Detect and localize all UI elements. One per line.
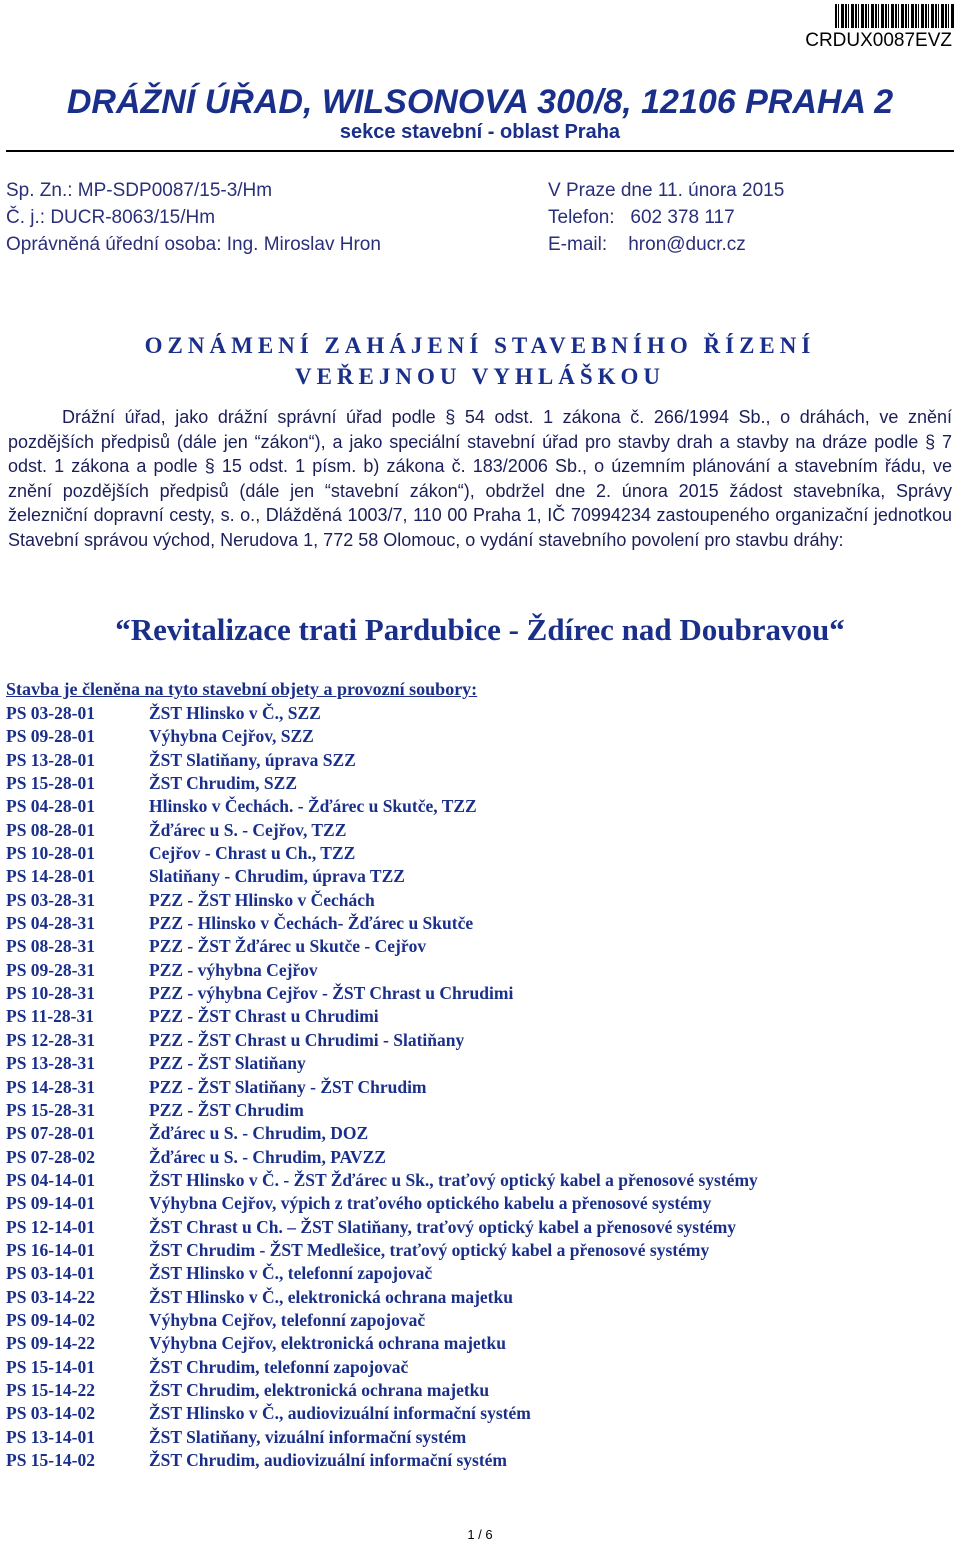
object-code: PS 09-28-01 [6, 726, 95, 747]
document-code: CRDUX0087EVZ [805, 30, 952, 51]
object-code: PS 07-28-02 [6, 1146, 95, 1167]
object-code: PS 13-28-31 [6, 1053, 95, 1074]
office-title: DRÁŽNÍ ÚŘAD, WILSONOVA 300/8, 12106 PRAHA 2 [66, 83, 894, 121]
object-name: PZZ - ŽST Chrast u Chrudimi - Slatiňany [149, 1029, 465, 1050]
reference-number: Sp. Zn.: MP-SDP0087/15-3/Hm [6, 180, 273, 201]
object-row [6, 1450, 758, 1473]
object-code: PS 03-14-01 [6, 1263, 95, 1284]
responsible-officer: Oprávněná úřední osoba: Ing. Miroslav Hron [6, 234, 381, 255]
object-row [6, 1263, 758, 1286]
object-row [6, 1193, 758, 1216]
object-row [6, 1380, 758, 1403]
object-code: PS 15-14-01 [6, 1356, 95, 1377]
object-name: ŽST Hlinsko v Č. - ŽST Žďárec u Sk., traťový optický kabel a přenosové systémy [149, 1169, 758, 1190]
case-number: Č. j.: DUCR-8063/15/Hm [6, 207, 216, 228]
object-name: PZZ - ŽST Chrudim [149, 1099, 304, 1120]
object-code: PS 12-28-31 [6, 1029, 95, 1050]
object-name: Výhybna Cejřov, elektronická ochrana majetku [149, 1333, 506, 1354]
object-code: PS 10-28-31 [6, 983, 95, 1004]
object-name: ŽST Hlinsko v Č., audiovizuální informační systém [149, 1403, 531, 1424]
object-name: ŽST Chrudim - ŽST Medlešice, traťový optický kabel a přenosové systémy [149, 1239, 710, 1260]
object-name: PZZ - výhybna Cejřov - ŽST Chrast u Chrudimi [149, 983, 514, 1004]
object-code: PS 04-28-01 [6, 796, 95, 817]
object-name: ŽST Slatiňany, vizuální informační systém [149, 1426, 467, 1447]
object-code: PS 14-28-31 [6, 1076, 95, 1097]
body-paragraph: Drážní úřad, jako drážní správní úřad podle § 54 odst. 1 zákona č. 266/1994 Sb., o dráhách, ve znění pozdějších předpisů (dále jen “zákon“), a jako speciální stavební úřad pro stavby drah a stavby na dráze podle § 7 odst. 1 zákona a podle § 15 odst. 1 písm. b) zákona č. 183/2006 Sb., o územním plánování a stavebním řádu, ve znění pozdějších předpisů (dále jen “stavební zákon“), obdržel dne 2. února 2015 žádost stavebníka, Správy železniční dopravní cesty, s. o., Dlážděná 1003/7, 110 00 Praha 1, IČ 70994234 zastoupeného organizační jednotkou Stavební správou východ, Nerudova 1, 772 58 Olomouc, o vydání stavebního povolení pro stavbu dráhy: [8, 407, 952, 550]
object-row [6, 1333, 758, 1356]
object-code: PS 04-14-01 [6, 1169, 95, 1190]
notice-heading-line-2: VEŘEJNOU VYHLÁŠKOU [294, 364, 666, 389]
object-row [6, 936, 758, 959]
object-code: PS 12-14-01 [6, 1216, 95, 1237]
object-code: PS 09-14-22 [6, 1333, 95, 1354]
object-code: PS 04-28-31 [6, 913, 95, 934]
object-row [6, 1053, 758, 1076]
object-row [6, 820, 758, 843]
object-row [6, 703, 758, 726]
object-row [6, 913, 758, 936]
object-name: PZZ - ŽST Chrast u Chrudimi [149, 1006, 379, 1027]
object-code: PS 03-14-02 [6, 1403, 95, 1424]
email: E-mail: hron@ducr.cz [548, 234, 746, 255]
object-row [6, 890, 758, 913]
object-code: PS 03-28-31 [6, 889, 95, 910]
object-name: ŽST Chrudim, SZZ [149, 773, 298, 794]
notice-heading-line-1: OZNÁMENÍ ZAHÁJENÍ STAVEBNÍHO ŘÍZENÍ [144, 333, 816, 358]
object-name: Žďárec u S. - Chrudim, PAVZZ [149, 1146, 386, 1167]
object-row [6, 1123, 758, 1146]
object-name: PZZ - ŽST Slatiňany [149, 1053, 306, 1074]
object-code: PS 11-28-31 [6, 1006, 94, 1027]
object-name: Žďárec u S. - Cejřov, TZZ [149, 819, 347, 840]
object-code: PS 03-14-22 [6, 1286, 95, 1307]
object-code: PS 10-28-01 [6, 843, 95, 864]
object-code: PS 15-14-22 [6, 1379, 95, 1400]
office-section: sekce stavební - oblast Praha [339, 121, 621, 143]
object-name: ŽST Hlinsko v Č., elektronická ochrana majetku [149, 1286, 513, 1307]
object-code: PS 13-28-01 [6, 749, 95, 770]
object-code: PS 14-28-01 [6, 866, 95, 887]
object-row [6, 1217, 758, 1240]
object-code: PS 16-14-01 [6, 1239, 95, 1260]
object-code: PS 08-28-01 [6, 819, 95, 840]
object-row [6, 1240, 758, 1263]
object-code: PS 15-28-31 [6, 1099, 95, 1120]
object-name: ŽST Slatiňany, úprava SZZ [149, 749, 356, 770]
object-row [6, 1030, 758, 1053]
object-row [6, 726, 758, 749]
object-code: PS 09-14-01 [6, 1193, 95, 1214]
object-name: ŽST Hlinsko v Č., SZZ [149, 703, 321, 723]
object-name: PZZ - výhybna Cejřov [149, 959, 318, 980]
object-name: Cejřov - Chrast u Ch., TZZ [149, 843, 356, 864]
object-name: Žďárec u S. - Chrudim, DOZ [149, 1123, 369, 1144]
object-name: ŽST Chrudim, elektronická ochrana majetku [149, 1379, 490, 1400]
object-row [6, 796, 758, 819]
object-row [6, 1006, 758, 1029]
object-code: PS 15-28-01 [6, 773, 95, 794]
object-row [6, 960, 758, 983]
object-row [6, 983, 758, 1006]
object-name: PZZ - Hlinsko v Čechách- Žďárec u Skutče [149, 913, 474, 934]
object-code: PS 08-28-31 [6, 936, 95, 957]
object-name: PZZ - ŽST Žďárec u Skutče - Cejřov [149, 936, 427, 957]
object-row [6, 750, 758, 773]
object-name: Výhybna Cejřov, SZZ [149, 726, 314, 747]
document-date: V Praze dne 11. února 2015 [548, 180, 785, 201]
object-row [6, 1147, 758, 1170]
object-name: Hlinsko v Čechách. - Žďárec u Skutče, TZZ [149, 796, 477, 817]
object-name: ŽST Chrast u Ch. – ŽST Slatiňany, traťový optický kabel a přenosové systémy [149, 1216, 737, 1237]
object-code: PS 13-14-01 [6, 1426, 95, 1447]
objects-list [6, 703, 758, 1473]
object-row [6, 1403, 758, 1426]
object-name: PZZ - ŽST Hlinsko v Čechách [149, 889, 375, 910]
object-row [6, 1427, 758, 1450]
object-row [6, 773, 758, 796]
objects-heading: Stavba je členěna na tyto stavební objety a provozní soubory: [6, 679, 478, 699]
object-name: Výhybna Cejřov, výpich z traťového optického kabelu a přenosové systémy [149, 1193, 712, 1214]
object-row [6, 1077, 758, 1100]
object-row [6, 843, 758, 866]
object-name: ŽST Hlinsko v Č., telefonní zapojovač [149, 1263, 433, 1284]
object-row [6, 1170, 758, 1193]
object-name: ŽST Chrudim, telefonní zapojovač [149, 1356, 409, 1377]
project-title: “Revitalizace trati Pardubice - Ždírec nad Doubravou“ [115, 612, 845, 647]
object-code: PS 07-28-01 [6, 1123, 95, 1144]
object-name: ŽST Chrudim, audiovizuální informační systém [149, 1450, 507, 1470]
object-code: PS 09-14-02 [6, 1309, 95, 1330]
object-row [6, 1310, 758, 1333]
object-row [6, 1357, 758, 1380]
object-name: PZZ - ŽST Slatiňany - ŽST Chrudim [149, 1076, 427, 1097]
header-divider [6, 150, 954, 152]
object-code: PS 03-28-01 [6, 703, 95, 723]
page-number: 1 / 6 [467, 1527, 493, 1542]
object-code: PS 15-14-02 [6, 1450, 95, 1470]
object-name: Výhybna Cejřov, telefonní zapojovač [149, 1309, 426, 1330]
object-row [6, 866, 758, 889]
object-row [6, 1287, 758, 1310]
phone: Telefon: 602 378 117 [548, 207, 735, 228]
object-name: Slatiňany - Chrudim, úprava TZZ [149, 866, 405, 887]
object-code: PS 09-28-31 [6, 959, 95, 980]
object-row [6, 1100, 758, 1123]
barcode [835, 4, 955, 28]
